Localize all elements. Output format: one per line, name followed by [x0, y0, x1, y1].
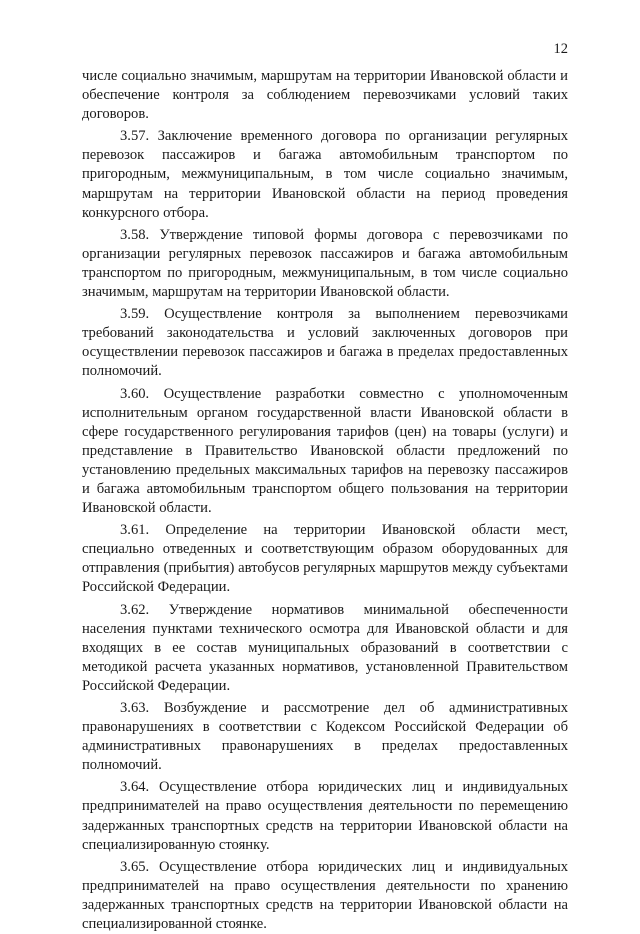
- paragraph-3-60: 3.60. Осуществление разработки совместно с уполномоченным исполнительным органом государственной власти Ивановской области в сфере государственного регулирования тарифов (цен) на товары (услуги) и представление в Правительство Ивановской области предложений по установлению предельных максимальных тарифов на перевозку пассажиров и багажа автомобильным транспортом общего пользования на территории Ивановской области.: [82, 385, 568, 517]
- paragraph-3-59: 3.59. Осуществление контроля за выполнением перевозчиками требований законодательства и условий заключенных договоров при осуществлении перевозок пассажиров и багажа в пределах предоставленных полномочий.: [82, 306, 568, 380]
- paragraph-3-57: 3.57. Заключение временного договора по организации регулярных перевозок пассажиров и багажа автомобильным транспортом по пригородным, межмуниципальным, в том числе социально значимым, маршрутам на территории Ивановской области на период проведения конкурсного отбора.: [82, 128, 568, 221]
- document-body: [82, 67, 568, 934]
- page-number: 12: [553, 41, 568, 57]
- paragraph-continuation: числе социально значимым, маршрутам на территории Ивановской области и обеспечение контроля за соблюдением перевозчиками условий таких договоров.: [82, 68, 568, 123]
- paragraph-3-58: 3.58. Утверждение типовой формы договора с перевозчиками по организации регулярных перевозок пассажиров и багажа автомобильным транспортом по пригородным, межмуниципальным, в том числе социально значимым, маршрутам на территории Ивановской области.: [82, 226, 568, 301]
- paragraph-3-64: 3.64. Осуществление отбора юридических лиц и индивидуальных предпринимателей на право осуществления деятельности по перемещению задержанных транспортных средств на территории Ивановской области на специализированную стоянку.: [82, 779, 568, 853]
- paragraph-3-65: 3.65. Осуществление отбора юридических лиц и индивидуальных предпринимателей на право осуществления деятельности по хранению задержанных транспортных средств на территории Ивановской области на специализированной стоянке.: [82, 858, 568, 933]
- paragraph-3-62: 3.62. Утверждение нормативов минимальной обеспеченности населения пунктами технического осмотра для Ивановской области и для входящих в ее состав муниципальных образований в соответствии с методикой расчета указанных нормативов, установленной Правительством Российской Федерации.: [82, 601, 568, 694]
- paragraph-3-61: 3.61. Определение на территории Ивановской области мест, специально отведенных и соответствующим образом оборудованных для отправления (прибытия) автобусов регулярных маршрутов между субъектами Российской Федерации.: [82, 522, 568, 596]
- paragraph-3-63: 3.63. Возбуждение и рассмотрение дел об административных правонарушениях в соответствии с Кодексом Российской Федерации об административных правонарушениях в пределах предоставленных полномочий.: [82, 700, 568, 774]
